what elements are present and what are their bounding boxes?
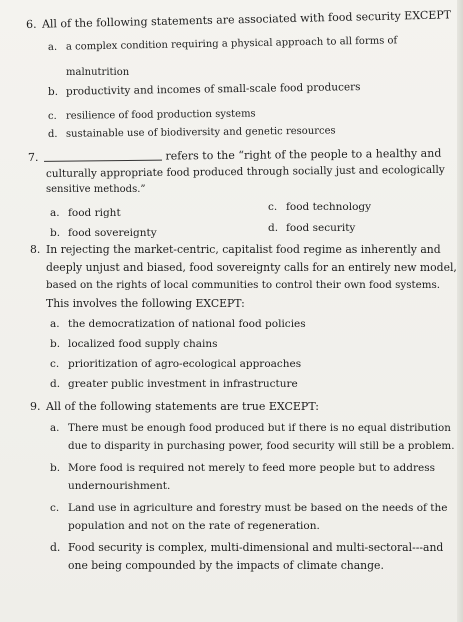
- q6-option-a-cont: malnutrition: [66, 67, 130, 78]
- q9-option-c-cont: population and not on the rate of regeneration.: [68, 520, 320, 532]
- q8-option-b: b. localized food supply chains: [50, 338, 218, 350]
- q8-stem-cont-3: This involves the following EXCEPT:: [46, 297, 245, 310]
- q6-option-c: c. resilience of food production systems: [47, 108, 256, 122]
- q7-number: 7.: [27, 150, 39, 164]
- q6-option-d: d. sustainable use of biodiversity and genetic resources: [47, 125, 336, 140]
- q7-option-c: c. food technology: [268, 201, 372, 213]
- q9-option-a-cont: due to disparity in purchasing power, food security will still be a problem.: [68, 440, 455, 452]
- q9-stem: 9. All of the following statements are true EXCEPT:: [30, 400, 319, 413]
- q8-stem-cont-2: based on the rights of local communities to control their own food systems.: [46, 279, 441, 291]
- q7-stem: 7. refers to the “right of the people to a healthy and: [27, 146, 442, 164]
- q7-stem-cont-2: sensitive methods.”: [46, 184, 146, 195]
- q6-stem: 6. All of the following statements are associated with food security EXCEPT: [25, 8, 452, 31]
- q8-option-c: c. prioritization of agro-ecological approaches: [50, 358, 302, 370]
- q9-number: 9.: [30, 400, 41, 413]
- q9-option-b: b. More food is required not merely to feed more people but to address: [50, 462, 435, 474]
- q8-number: 8.: [30, 243, 41, 256]
- q9-option-d-cont: one being compounded by the impacts of climate change.: [68, 559, 384, 572]
- q7-option-a: a. food right: [50, 207, 121, 219]
- q7-option-d: d. food security: [268, 222, 356, 234]
- q8-stem: 8. In rejecting the market-centric, capitalist food regime as inherently and: [30, 243, 441, 256]
- q9-option-d: d. Food security is complex, multi-dimensional and multi-sectoral---and: [50, 541, 444, 554]
- q6-option-a: a. a complex condition requiring a physical approach to all forms of: [47, 35, 398, 53]
- q8-option-a: a. the democratization of national food policies: [50, 318, 306, 330]
- q8-option-d: d. greater public investment in infrastructure: [50, 378, 298, 390]
- q7-answer-blank: [44, 150, 162, 162]
- q9-option-c: c. Land use in agriculture and forestry must be based on the needs of the: [50, 502, 448, 514]
- q9-option-b-cont: undernourishment.: [68, 480, 171, 492]
- page-edge: [457, 0, 463, 622]
- q7-stem-cont-1: culturally appropriate food produced through socially just and ecologically: [45, 163, 445, 180]
- q6-option-b: b. productivity and incomes of small-scale food producers: [47, 81, 361, 98]
- q7-option-b: b. food sovereignty: [50, 227, 157, 239]
- q6-number: 6.: [25, 17, 37, 31]
- q9-option-a: a. There must be enough food produced but if there is no equal distribution: [50, 422, 451, 434]
- q8-stem-cont-1: deeply unjust and biased, food sovereignty calls for an entirely new model,: [46, 261, 457, 274]
